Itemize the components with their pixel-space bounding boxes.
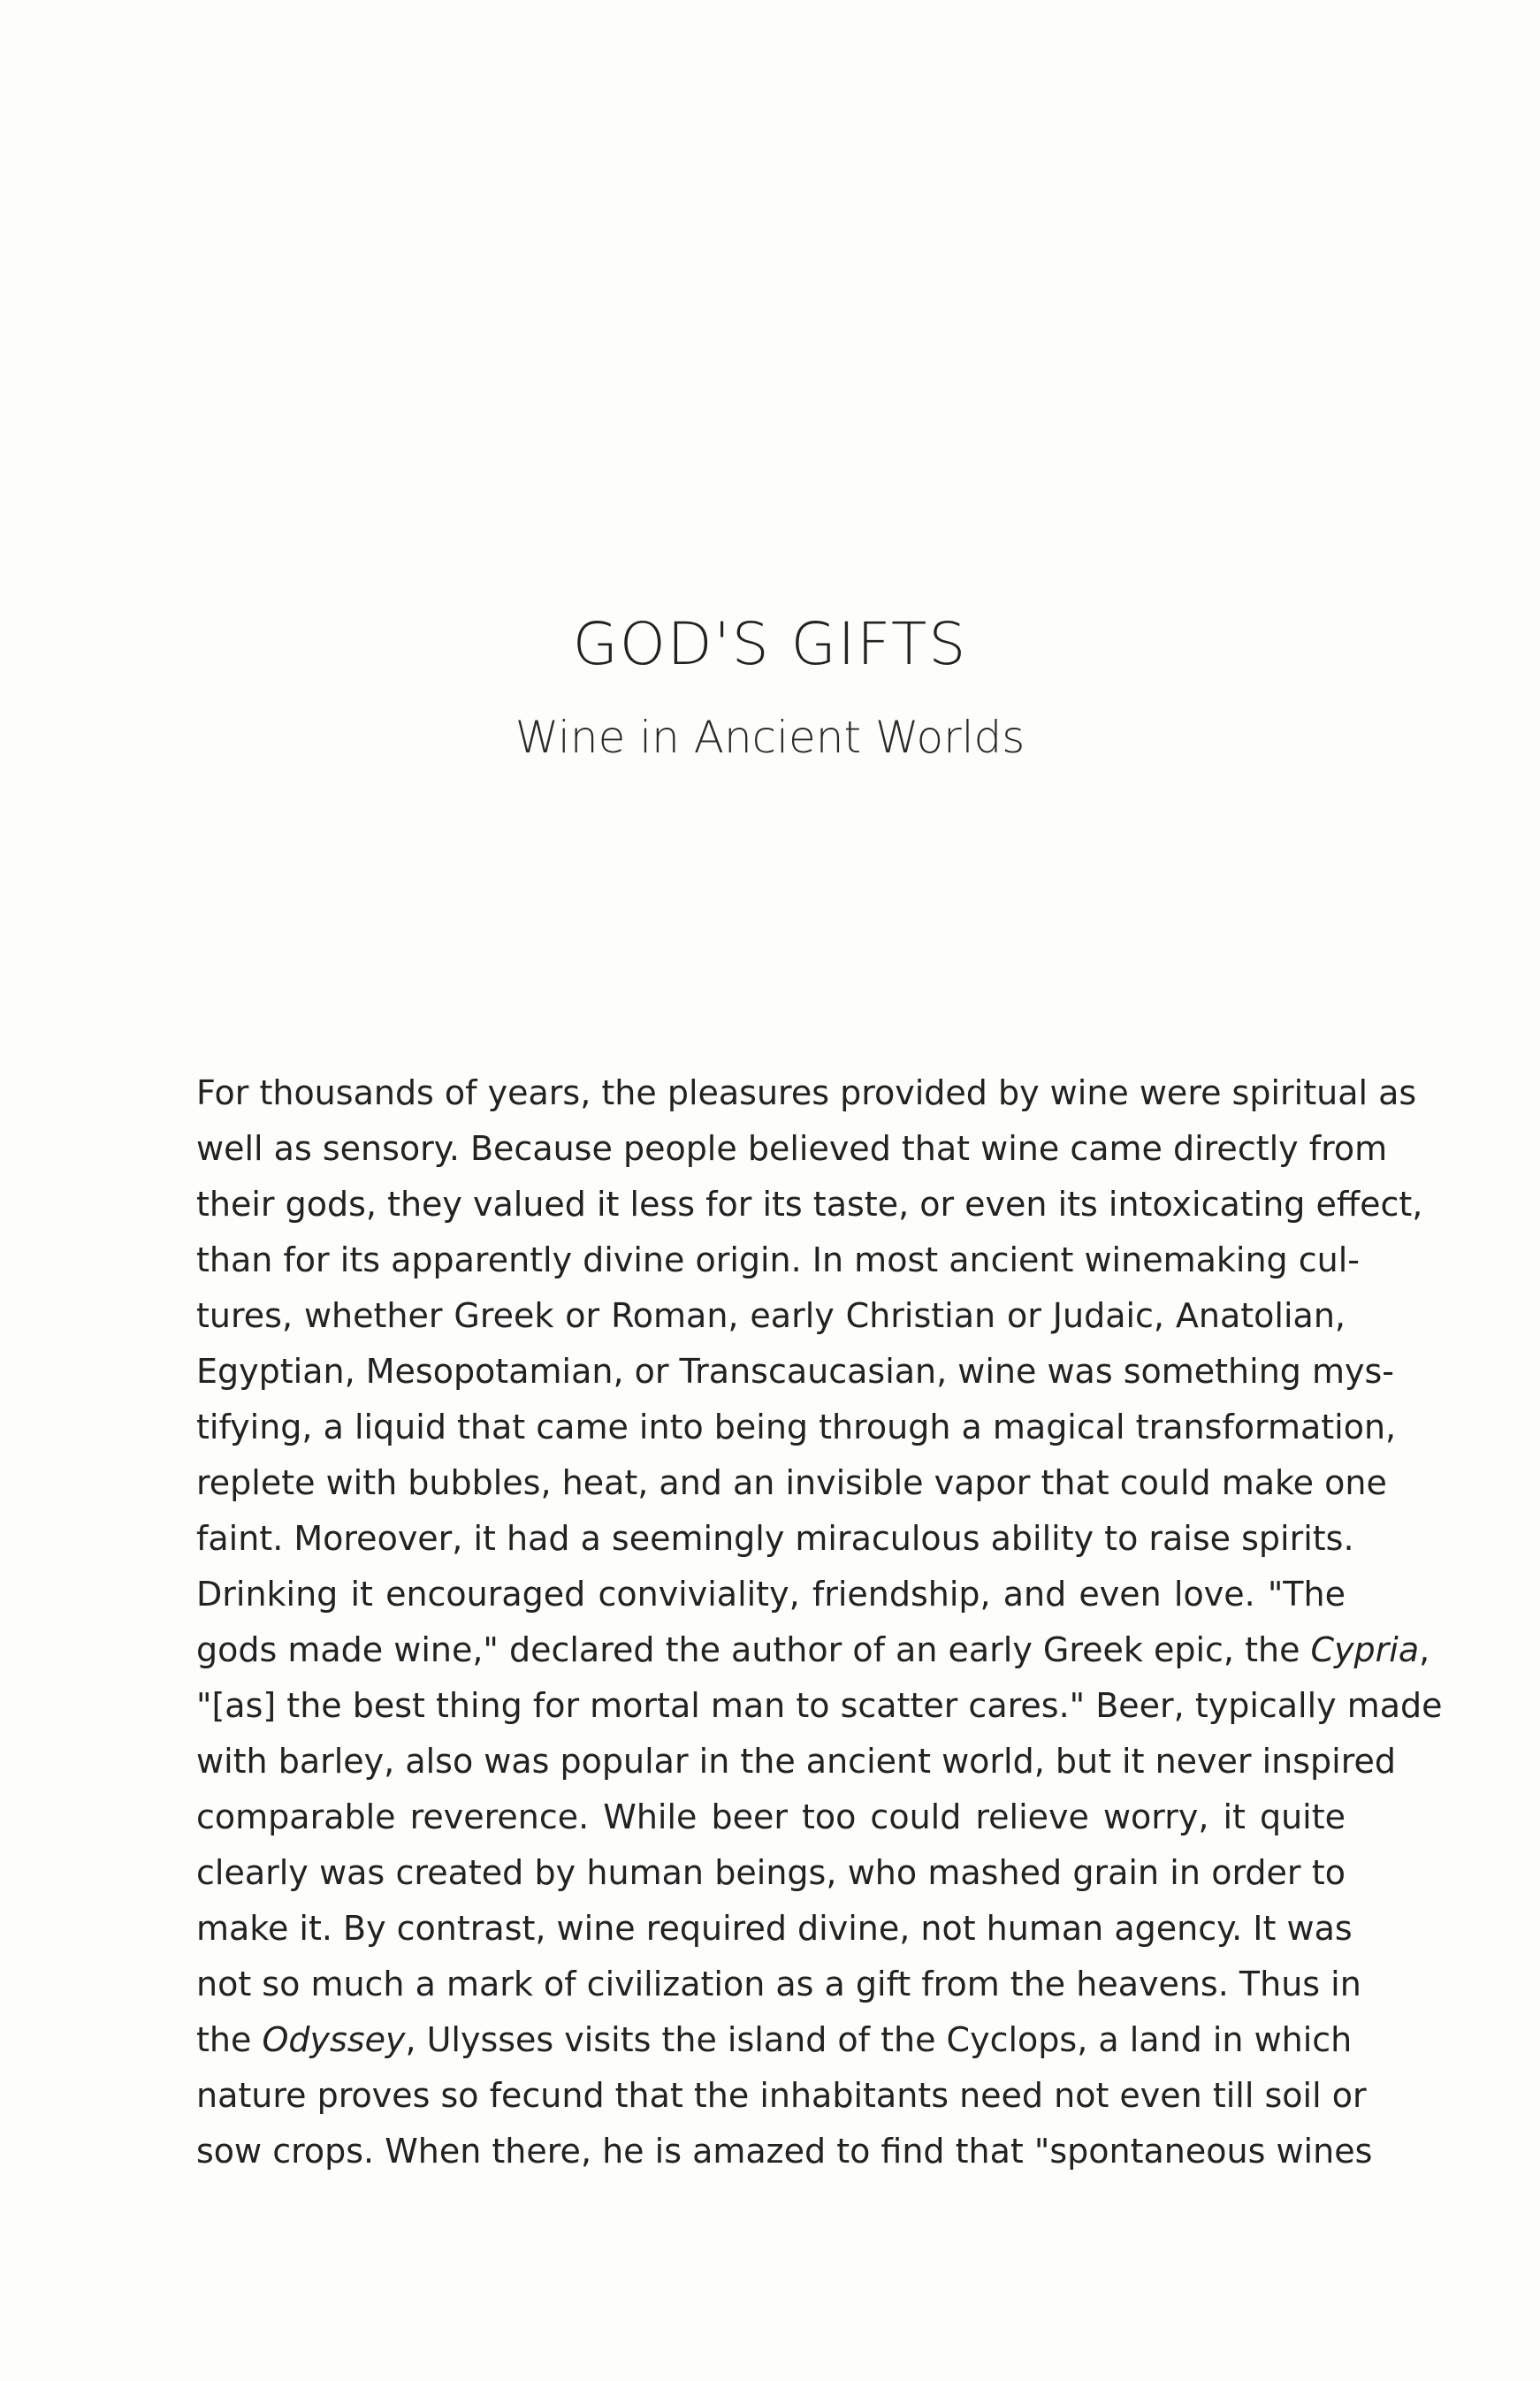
text-line: sow crops. When there, he is amazed to find that "spontaneous wines (196, 2132, 1373, 2171)
text-segment: , Ulysses visits the island of the Cyclops, a land in which (405, 2020, 1353, 2059)
text-line: Drinking it encouraged conviviality, friendship, and even love. "The (196, 1575, 1346, 1614)
text-line: For thousands of years, the pleasures provided by wine were spiritual as (196, 1073, 1417, 1112)
text-line: nature proves so fecund that the inhabitants need not even till soil or (196, 2076, 1367, 2115)
text-line: tifying, a liquid that came into being through a magical transformation, (196, 1408, 1397, 1446)
text-line: "[as] the best thing for mortal man to scatter cares." Beer, typically made (196, 1686, 1443, 1725)
text-line: well as sensory. Because people believed that wine came directly from (196, 1129, 1388, 1168)
text-line: comparable reverence. While beer too could relieve worry, it quite (196, 1797, 1346, 1836)
text-segment: , (1419, 1630, 1430, 1669)
text-line: tures, whether Greek or Roman, early Christian or Judaic, Anatolian, (196, 1296, 1346, 1335)
text-line: clearly was created by human beings, who mashed grain in order to (196, 1853, 1346, 1892)
text-segment: the (196, 2020, 263, 2059)
text-line (196, 1622, 1430, 1678)
text-line: replete with bubbles, heat, and an invisible vapor that could make one (196, 1463, 1387, 1502)
text-line: faint. Moreover, it had a seemingly miraculous ability to raise spirits. (196, 1519, 1354, 1558)
italic-title-odyssey: Odyssey (262, 2020, 406, 2059)
italic-title-cypria: Cypria (1310, 1630, 1420, 1669)
chapter-title: GOD'S GIFTS (572, 610, 968, 678)
text-line (196, 2012, 1353, 2068)
text-line: than for its apparently divine origin. In most ancient winemaking cul- (196, 1240, 1360, 1279)
text-line: with barley, also was popular in the ancient world, but it never inspired (196, 1742, 1397, 1781)
body-paragraph (196, 1065, 1443, 2179)
text-line: their gods, they valued it less for its taste, or even its intoxicating effect, (196, 1185, 1423, 1224)
text-line: not so much a mark of civilization as a gift from the heavens. Thus in (196, 1965, 1361, 2003)
text-line: make it. By contrast, wine required divine, not human agency. It was (196, 1909, 1353, 1948)
chapter-subtitle: Wine in Ancient Worlds (515, 712, 1025, 763)
text-line: Egyptian, Mesopotamian, or Transcaucasian, wine was something mys- (196, 1352, 1394, 1391)
text-segment: gods made wine," declared the author of an early Greek epic, the (196, 1630, 1311, 1669)
